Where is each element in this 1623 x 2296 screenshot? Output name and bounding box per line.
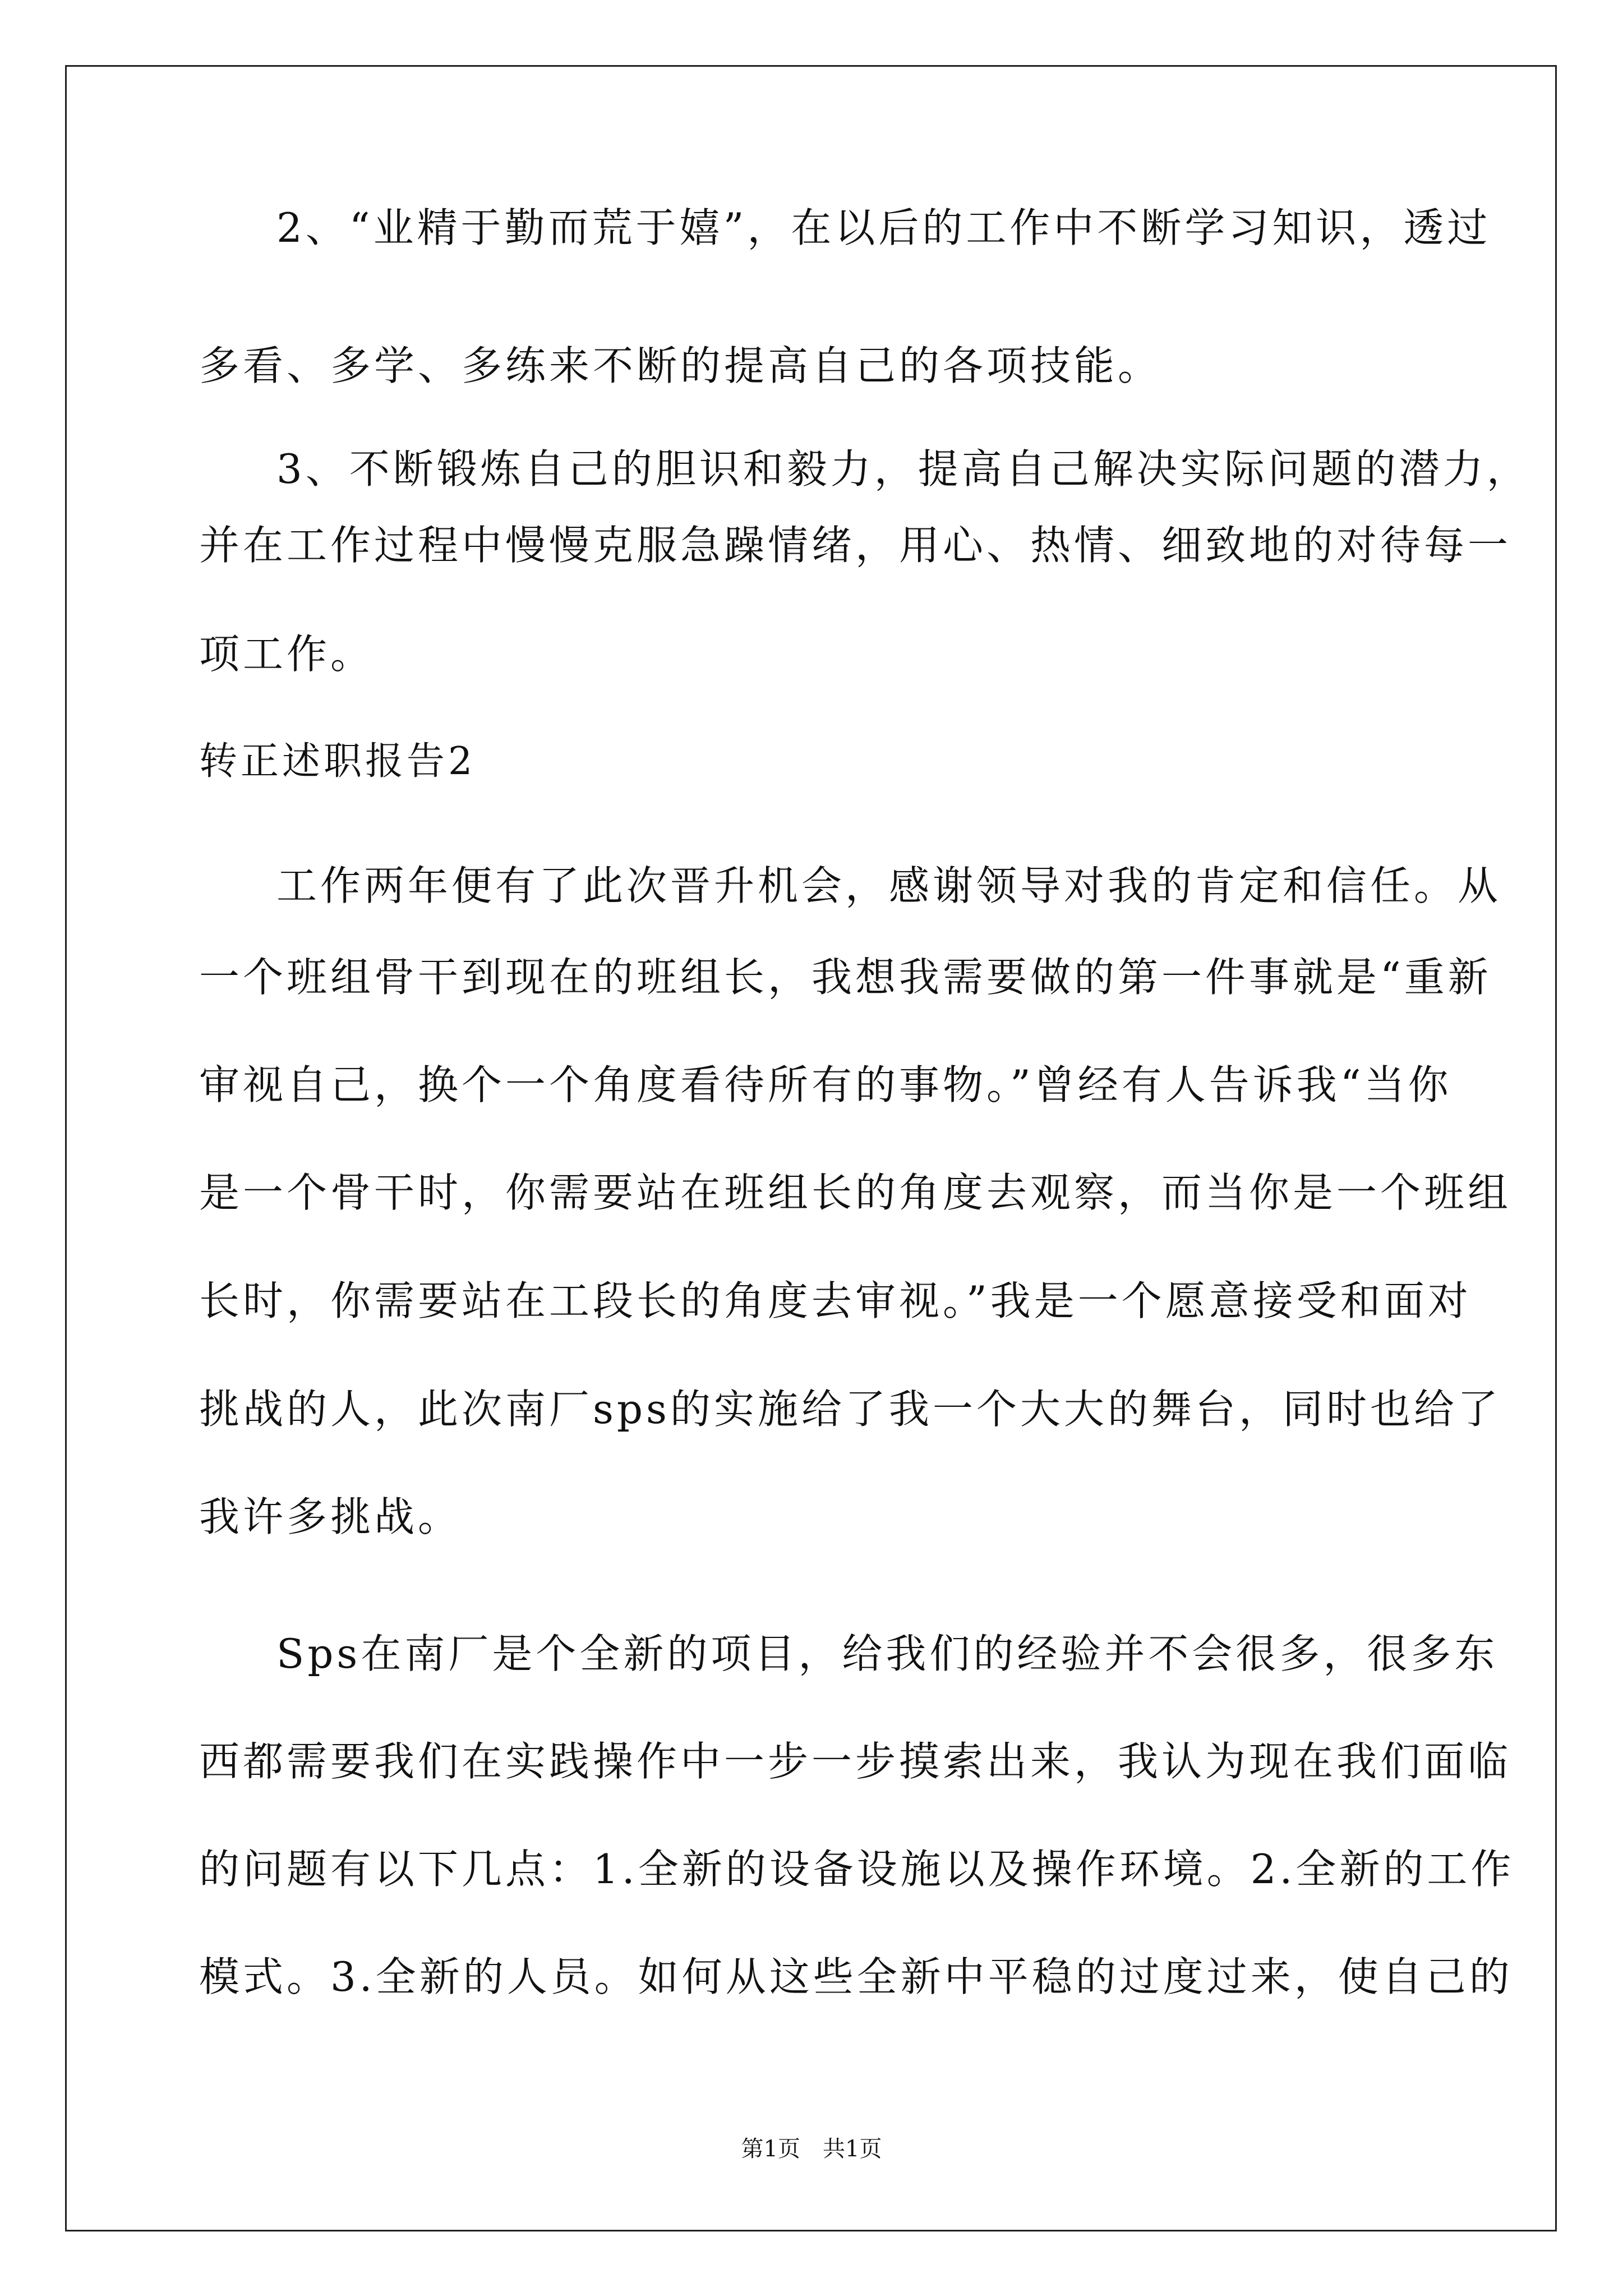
page-border xyxy=(65,65,1557,2231)
paragraph-line: Sps在南厂是个全新的项目，给我们的经验并不会很多，很多东 xyxy=(276,1630,1498,1677)
paragraph-line: 3、不断锻炼自己的胆识和毅力，提高自己解决实际问题的潜力， xyxy=(276,445,1530,493)
paragraph-line: 多看、多学、多练来不断的提高自己的各项技能。 xyxy=(199,342,1162,389)
paragraph-line: 2、“业精于勤而荒于嬉”，在以后的工作中不断学习知识，透过 xyxy=(276,204,1491,251)
page-number: 第1页 xyxy=(741,2136,800,2162)
section-heading: 转正述职报告2 xyxy=(199,739,476,784)
page-footer xyxy=(0,2138,1623,2160)
paragraph-line: 长时，你需要站在工段长的角度去审视。”我是一个愿意接受和面对 xyxy=(199,1277,1472,1324)
page-total: 共1页 xyxy=(823,2136,882,2162)
paragraph-line: 审视自己，换个一个角度看待所有的事物。”曾经有人告诉我“当你 xyxy=(199,1061,1452,1108)
paragraph-line: 项工作。 xyxy=(199,631,375,678)
paragraph-line: 模式。3.全新的人员。如何从这些全新中平稳的过度过来，使自己的 xyxy=(199,1953,1513,2000)
paragraph-line: 挑战的人，此次南厂sps的实施给了我一个大大的舞台，同时也给了 xyxy=(199,1386,1501,1433)
paragraph-line: 的问题有以下几点：1.全新的设备设施以及操作环境。2.全新的工作 xyxy=(199,1846,1515,1893)
paragraph-line: 一个班组骨干到现在的班组长，我想我需要做的第一件事就是“重新 xyxy=(199,954,1492,1001)
paragraph-line: 工作两年便有了此次晋升机会，感谢领导对我的肯定和信任。从 xyxy=(276,862,1502,909)
paragraph-line: 是一个骨干时，你需要站在班组长的角度去观察，而当你是一个班组 xyxy=(199,1169,1512,1216)
paragraph-line: 西都需要我们在实践操作中一步一步摸索出来，我认为现在我们面临 xyxy=(199,1738,1512,1785)
paragraph-line: 我许多挑战。 xyxy=(199,1493,462,1540)
paragraph-line: 并在工作过程中慢慢克服急躁情绪，用心、热情、细致地的对待每一 xyxy=(199,522,1512,569)
